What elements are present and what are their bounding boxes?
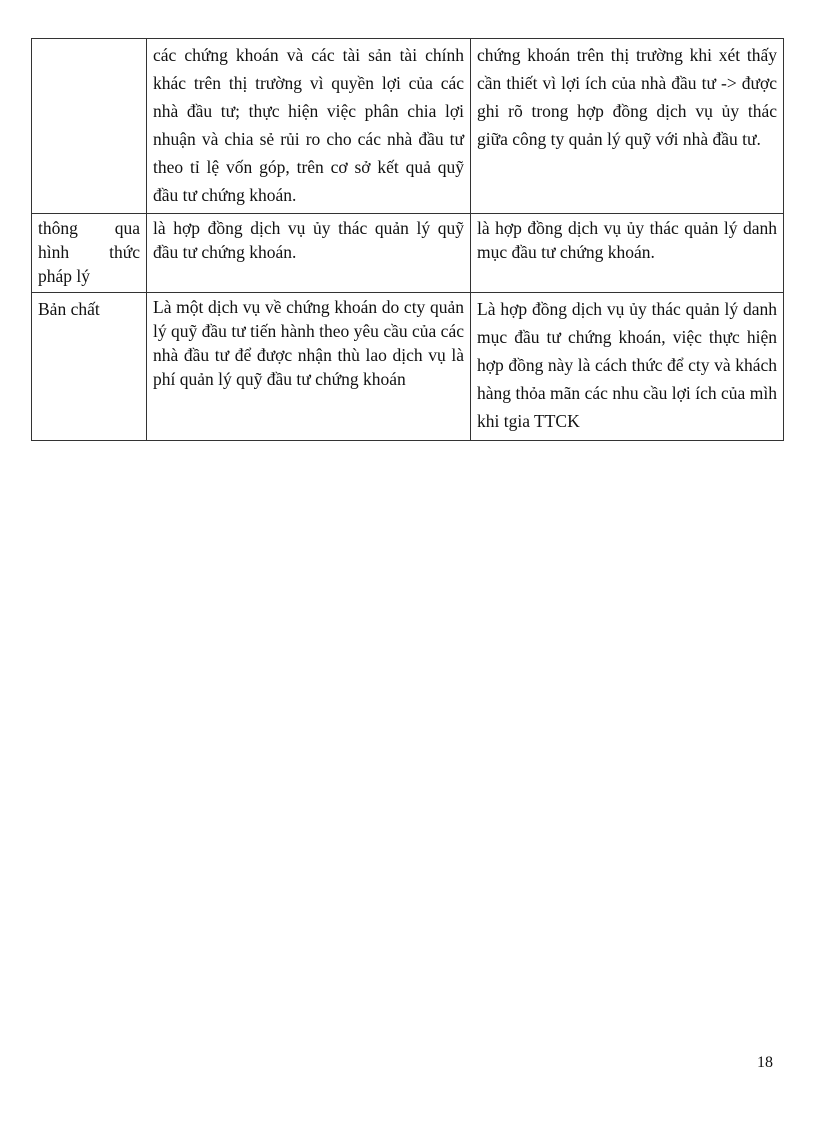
investment-fund-cell: là hợp đồng dịch vụ ủy thác quản lý quỹ đầu tư chứng khoán. (147, 214, 471, 293)
row-label-cell: Bản chất (32, 293, 147, 441)
investment-fund-cell: các chứng khoán và các tài sản tài chính khác trên thị trường vì quyền lợi của các nhà đầu tư; thực hiện việc phân chia lợi nhuận và chia sẻ rủi ro cho các nhà đầu tư theo tỉ lệ vốn góp, trên cơ sở kết quả quỹ đầu tư chứng khoán. (147, 39, 471, 214)
row-label-cell (32, 39, 147, 214)
portfolio-management-cell: chứng khoán trên thị trường khi xét thấy cần thiết vì lợi ích của nhà đầu tư -> được ghi rõ trong hợp đồng dịch vụ ủy thác giữa công ty quản lý quỹ với nhà đầu tư. (471, 39, 784, 214)
table-row (32, 39, 784, 214)
table-row (32, 293, 784, 441)
portfolio-management-cell: Là hợp đồng dịch vụ ủy thác quản lý danh mục đầu tư chứng khoán, việc thực hiện hợp đồng này là cách thức để cty và khách hàng thỏa mãn các nhu cầu lợi ích của mìh khi tgia TTCK (471, 293, 784, 441)
table-row (32, 214, 784, 293)
row-label-cell: thông qua hình thức pháp lý (32, 214, 147, 293)
investment-fund-cell: Là một dịch vụ về chứng khoán do cty quản lý quỹ đầu tư tiến hành theo yêu cầu của các nhà đầu tư để được nhận thù lao dịch vụ là phí quản lý quỹ đầu tư chứng khoán (147, 293, 471, 441)
portfolio-management-cell: là hợp đồng dịch vụ ủy thác quản lý danh mục đầu tư chứng khoán. (471, 214, 784, 293)
page-number: 18 (757, 1054, 773, 1071)
comparison-table (31, 38, 784, 441)
